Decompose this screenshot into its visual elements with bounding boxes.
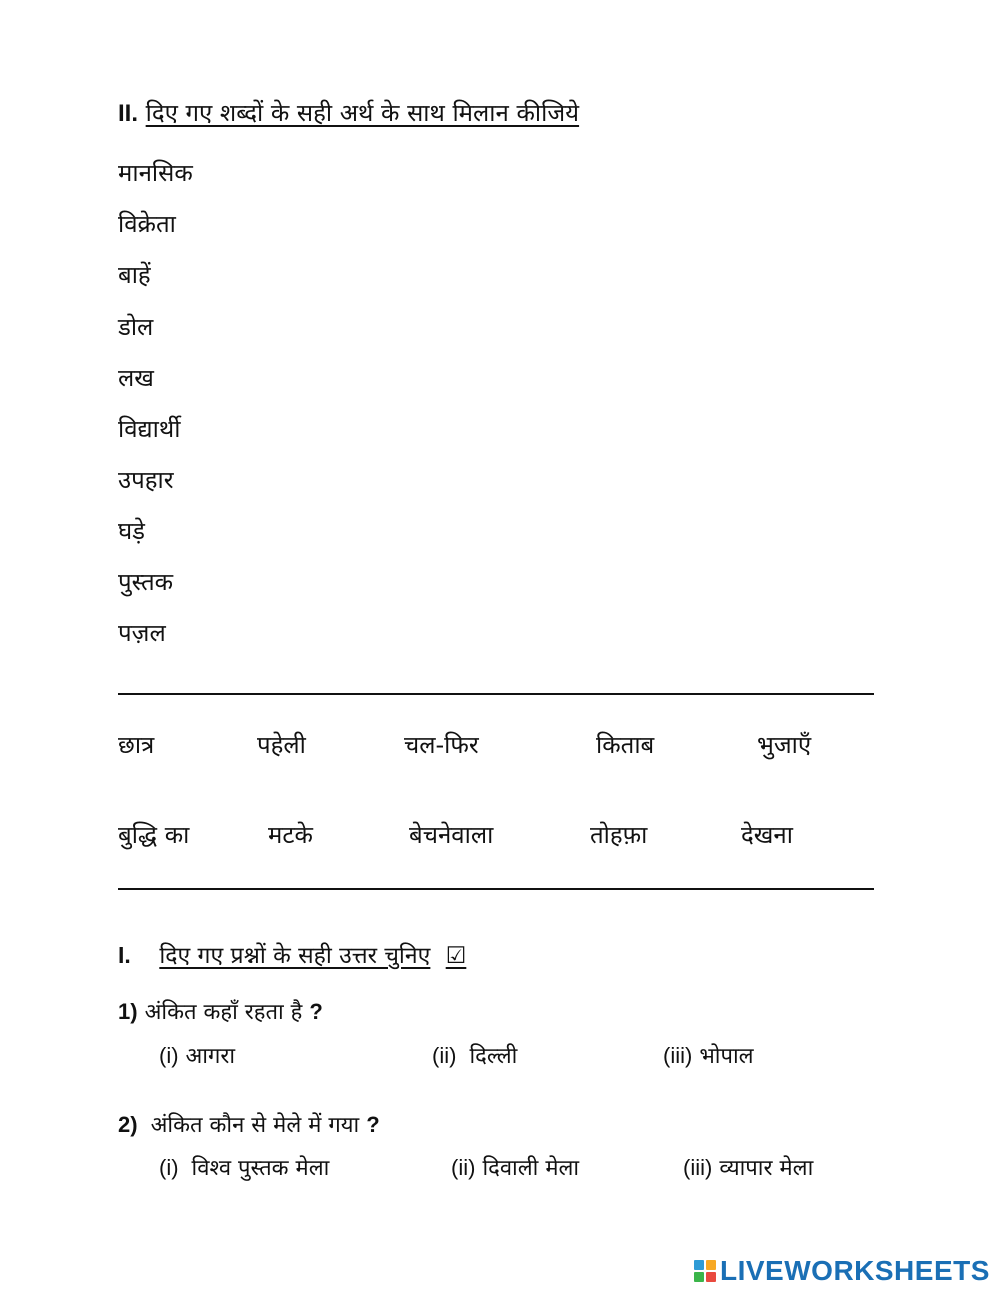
liveworksheets-logo[interactable] xyxy=(694,1255,990,1287)
option-text: आगरा xyxy=(185,1044,236,1069)
checkbox-icon: ☑ xyxy=(445,943,467,969)
answer-word: मटके xyxy=(268,821,313,849)
answer-word: देखना xyxy=(741,821,793,849)
word-item: उपहार xyxy=(118,466,174,494)
option-text: दिल्ली xyxy=(469,1044,518,1069)
logo-square xyxy=(694,1272,704,1282)
question-1 xyxy=(118,996,323,1026)
option-label: (i) xyxy=(159,1043,179,1068)
section-1-heading xyxy=(118,938,466,970)
answer-word: भुजाएँ xyxy=(757,731,812,759)
question-mark: ? xyxy=(309,999,323,1024)
word-item: घड़े xyxy=(118,517,146,545)
section-2-heading xyxy=(118,96,579,129)
answer-word: बुद्धि का xyxy=(118,821,190,849)
answer-word: किताब xyxy=(596,731,655,759)
option-label: (iii) xyxy=(683,1155,713,1180)
answer-word: तोहफ़ा xyxy=(590,821,648,849)
option[interactable] xyxy=(451,1152,579,1182)
word-item: डोल xyxy=(118,313,154,341)
answer-word: चल-फिर xyxy=(404,731,479,759)
word-item: पज़ल xyxy=(118,619,166,647)
word-item: बाहें xyxy=(118,261,151,289)
question-text: अंकित कौन से मेले में गया xyxy=(150,1113,360,1138)
word-item: लख xyxy=(118,364,154,392)
option[interactable] xyxy=(683,1152,813,1182)
option[interactable] xyxy=(159,1152,329,1182)
option-label: (i) xyxy=(159,1155,179,1180)
option-text: विश्व पुस्तक मेला xyxy=(191,1156,330,1181)
answer-word: छात्र xyxy=(118,731,155,759)
option-text: दिवाली मेला xyxy=(482,1156,580,1181)
option-text: भोपाल xyxy=(699,1044,754,1069)
option-label: (ii) xyxy=(451,1155,476,1180)
logo-square xyxy=(706,1272,716,1282)
logo-text: LIVEWORKSHEETS xyxy=(720,1255,990,1286)
section-2-title: दिए गए शब्दों के सही अर्थ के साथ मिलान कीजिये xyxy=(145,99,580,127)
logo-square xyxy=(706,1260,716,1270)
word-item: मानसिक xyxy=(118,159,193,187)
question-number: 1) xyxy=(118,999,138,1024)
option-label: (iii) xyxy=(663,1043,693,1068)
option[interactable] xyxy=(663,1040,754,1070)
question-2 xyxy=(118,1109,380,1139)
divider-top xyxy=(118,693,874,695)
divider-bottom xyxy=(118,888,874,890)
logo-square xyxy=(694,1260,704,1270)
option-text: व्यापार मेला xyxy=(719,1156,814,1181)
question-mark: ? xyxy=(366,1112,380,1137)
section-2-number: II. xyxy=(118,100,139,127)
answer-word: बेचनेवाला xyxy=(409,821,494,849)
question-text: अंकित कहाँ रहता है xyxy=(144,1000,303,1025)
word-item: विद्यार्थी xyxy=(118,415,181,443)
word-item: विक्रेता xyxy=(118,210,176,238)
option-label: (ii) xyxy=(432,1043,457,1068)
option[interactable] xyxy=(159,1040,235,1070)
word-item: पुस्तक xyxy=(118,568,174,596)
section-1-title: दिए गए प्रश्नों के सही उत्तर चुनिए xyxy=(159,943,431,969)
question-number: 2) xyxy=(118,1112,138,1137)
option[interactable] xyxy=(432,1040,517,1070)
logo-icon xyxy=(694,1260,716,1282)
answer-word: पहेली xyxy=(257,731,306,759)
section-1-number: I. xyxy=(118,942,131,968)
